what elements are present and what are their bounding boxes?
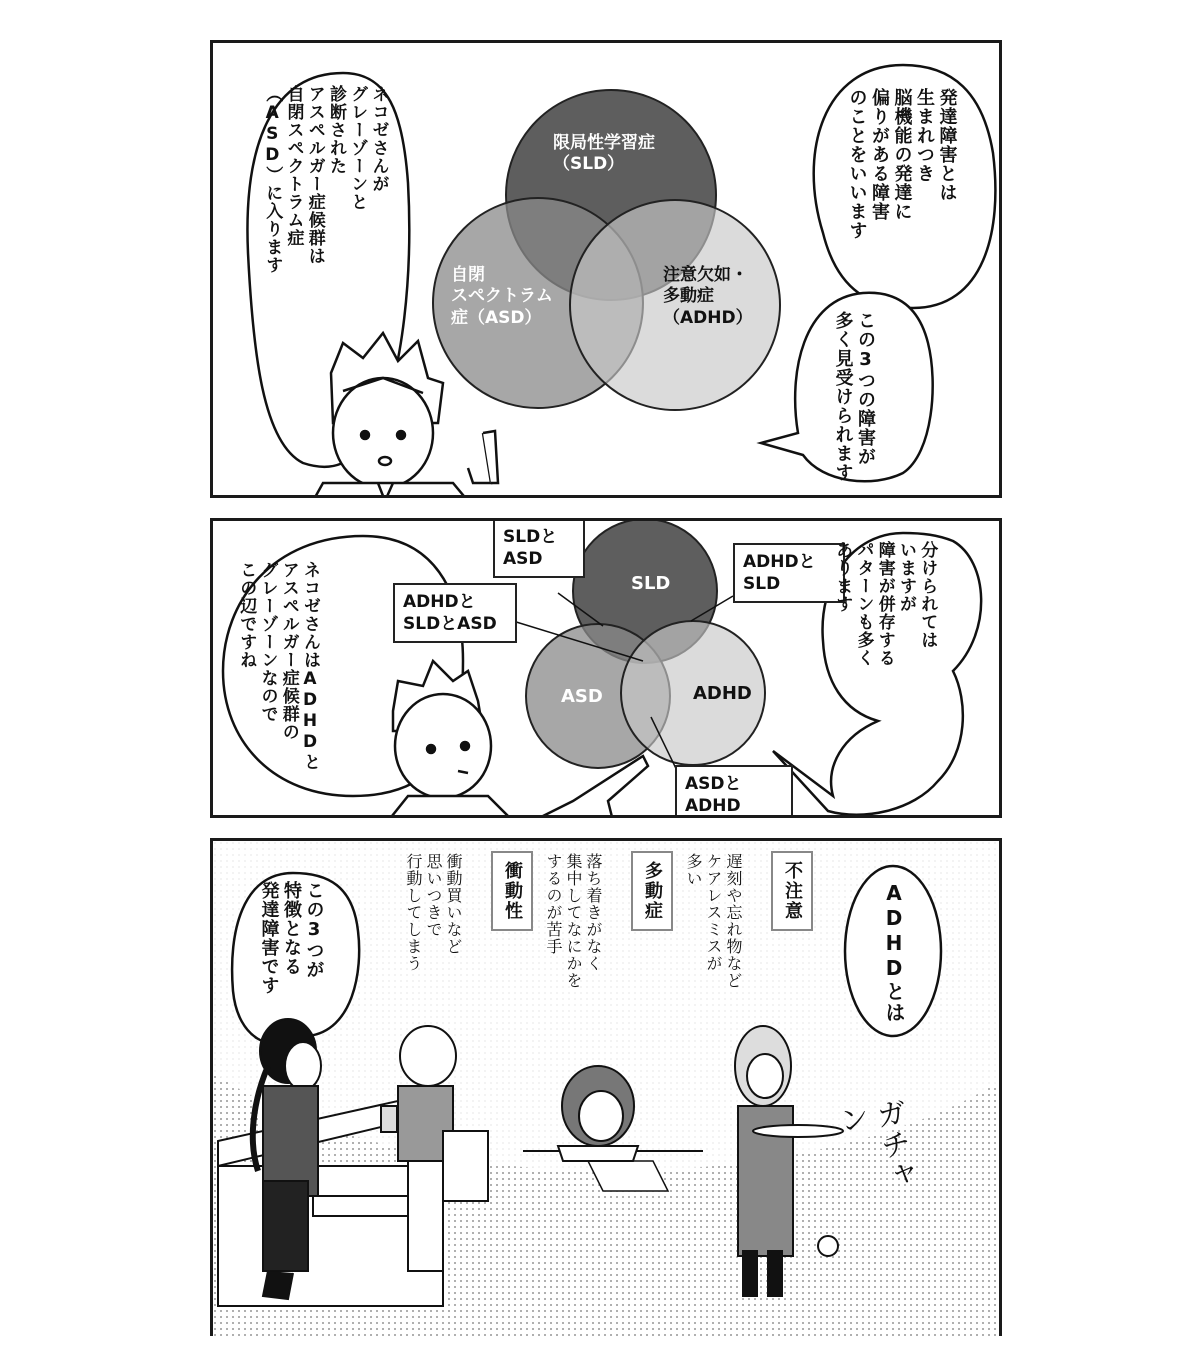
worksheet [588,1161,668,1191]
panel-2 [210,518,1002,818]
bubble-right-text: 発達障害とは 生まれつき 脳機能の発達に 偏りがある障害 のことをいいます [846,88,958,240]
bubble-right-lower-text: この3つの障害が 多く見受けられます [832,311,876,482]
bubble-right-text: 分けられては いますが 障害が併存する パターンも多く あります [832,541,938,667]
trait-desc-inattention: 遅刻や忘れ物など ケアレスミスが 多い [684,853,743,989]
venn-label-asd: ASD [561,686,603,707]
venn-label-asd: 自閉 スペクトラム 症（ASD） [451,265,553,328]
venn-label-adhd: 注意欠如・ 多動症 （ADHD） [663,265,753,328]
venn-label-sld: 限局性学習症 （SLD） [553,133,655,175]
bubble-left-text: ネコゼさんはADHDと アスペルガー症候群の グレーゾーンなので この辺ですね [236,561,320,771]
bubble-left-text: ネコゼさんが グレーゾーンと 診断された アスペルガー症候群は 自閉スペクトラム症 （ASD）に入ります [262,85,389,274]
panel-1 [210,40,1002,498]
trait-tag-inattention: 不注意 [771,851,813,931]
bubble-right-text: ADHDとは [882,881,906,1023]
trait-desc-hyperactivity: 落ち着きがなく 集中してなにかを するのが苦手 [544,853,603,989]
student-figure [558,1066,638,1161]
label-adhd-sld: ADHDと SLD [733,543,845,603]
label-asd-adhd: ASDと ADHD [675,765,793,818]
trait-tag-impulsivity: 衝動性 [491,851,533,931]
venn-label-sld: SLD [631,573,671,594]
venn-label-adhd: ADHD [693,683,752,704]
trait-tag-hyperactivity: 多動症 [631,851,673,931]
label-adhd-sld-asd: ADHDと SLDとASD [393,583,517,643]
bubble-left-text: この3つが 特徴となる 発達障害です [258,881,325,995]
panel-3 [210,838,1002,1336]
label-sld-asd: SLDと ASD [493,518,585,578]
sfx-crash: ガチャン [831,1096,917,1194]
trait-desc-impulsivity: 衝動買いなど 思いつきで 行動してしまう [404,853,463,972]
